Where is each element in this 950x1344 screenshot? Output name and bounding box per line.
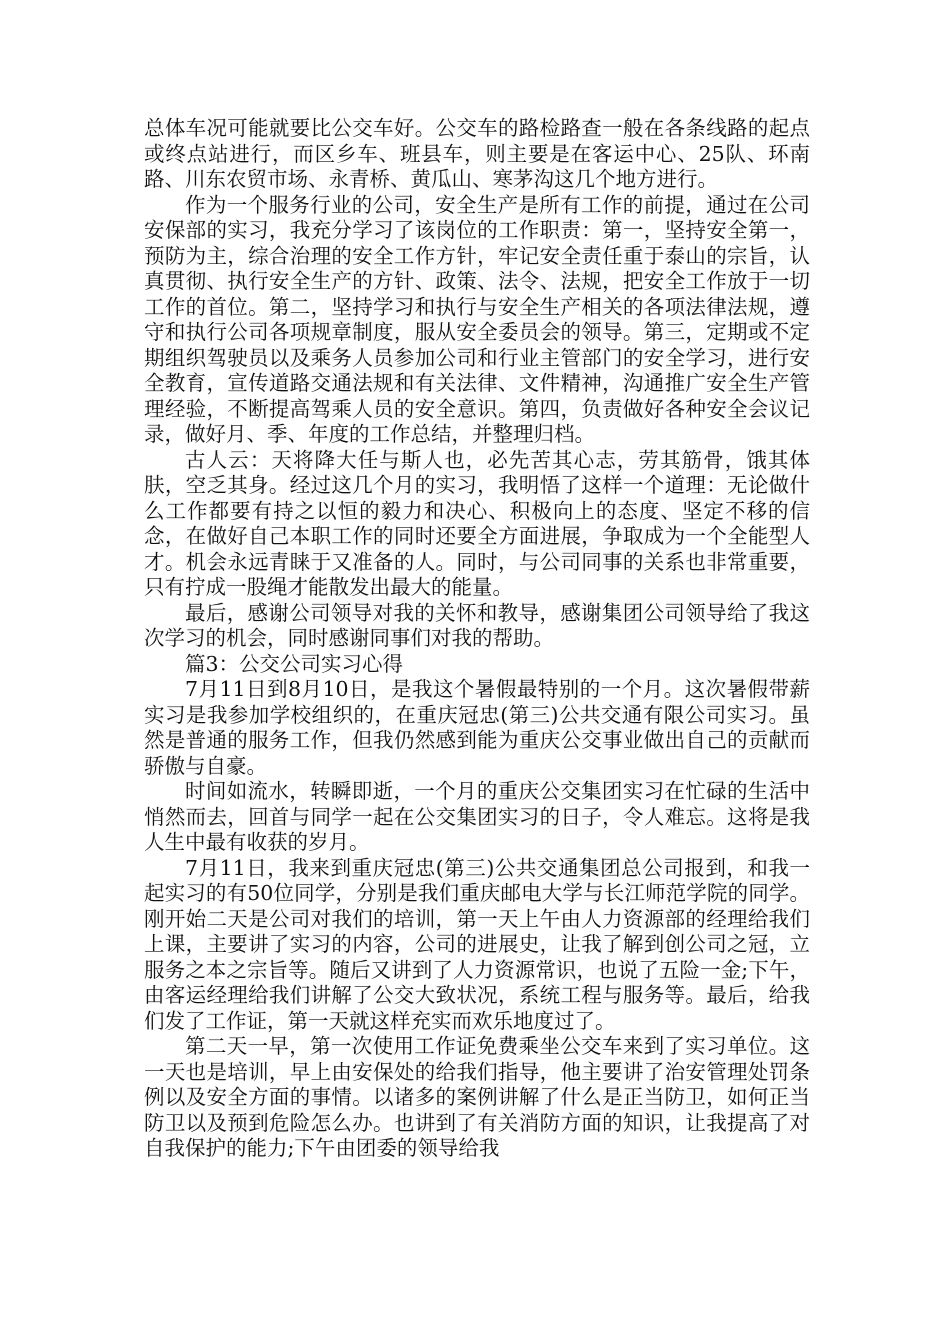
- paragraph-3: 古人云：天将降大任与斯人也，必先苦其心志，劳其筋骨，饿其体肤，空乏其身。经过这几个月的实习，我明悟了这样一个道理：无论做什么工作都要有持之以恒的毅力和决心、积极向上的态度、坚定不移的信念，在做好自己本职工作的同时还要全方面进展，争取成为一个全能型人才。机会永远青睐于又准备的人。同时，与公司同事的关系也非常重要，只有拧成一股绳才能散发出最大的能量。: [144, 447, 810, 599]
- paragraph-5: 7月11日到8月10日，是我这个暑假最特别的一个月。这次暑假带薪实习是我参加学校组织的，在重庆冠忠(第三)公共交通有限公司实习。虽然是普通的服务工作，但我仍然感到能为重庆公交事业做出自己的贡献而骄傲与自豪。: [144, 677, 810, 778]
- paragraph-4: 最后，感谢公司领导对我的关怀和教导，感谢集团公司领导给了我这次学习的机会，同时感谢同事们对我的帮助。: [144, 600, 810, 650]
- paragraph-7: 7月11日，我来到重庆冠忠(第三)公共交通集团总公司报到，和我一起实习的有50位同学，分别是我们重庆邮电大学与长江师范学院的同学。刚开始二天是公司对我们的培训，第一天上午由人力资源部的经理给我们上课，主要讲了实习的内容，公司的进展史，让我了解到创公司之冠，立服务之本之宗旨等。随后又讲到了人力资源常识，也说了五险一金;下午，由客运经理给我们讲解了公交大致状况，系统工程与服务等。最后，给我们发了工作证，第一天就这样充实而欢乐地度过了。: [144, 855, 810, 1033]
- section-heading: 篇3：公交公司实习心得: [185, 651, 404, 676]
- paragraph-6: 时间如流水，转瞬即逝，一个月的重庆公交集团实习在忙碌的生活中悄然而去，回首与同学一起在公交集团实习的日子，令人难忘。这将是我人生中最有收获的岁月。: [144, 779, 810, 854]
- paragraph-2: 作为一个服务行业的公司，安全生产是所有工作的前提，通过在公司安保部的实习，我充分学习了该岗位的工作职责：第一，坚持安全第一，预防为主，综合治理的安全工作方针，牢记安全责任重于泰山的宗旨，认真贯彻、执行安全生产的方针、政策、法令、法规，把安全工作放于一切工作的首位。第二，坚持学习和执行与安全生产相关的各项法律法规，遵守和执行公司各项规章制度，服从安全委员会的领导。第三，定期或不定期组织驾驶员以及乘务人员参加公司和行业主管部门的安全学习，进行安全教育，宣传道路交通法规和有关法律、文件精神，沟通推广安全生产管理经验，不断提高驾乘人员的安全意识。第四，负责做好各种安全会议记录，做好月、季、年度的工作总结，并整理归档。: [144, 192, 810, 446]
- paragraph-1: 总体车况可能就要比公交车好。公交车的路检路查一般在各条线路的起点或终点站进行，而区乡车、班县车，则主要是在客运中心、25队、环南路、川东农贸市场、永青桥、黄瓜山、寒茅沟这几个地方进行。: [144, 116, 810, 191]
- paragraph-8: 第二天一早，第一次使用工作证免费乘坐公交车来到了实习单位。这一天也是培训，早上由安保处的给我们指导，他主要讲了治安管理处罚条例以及安全方面的事情。以诸多的案例讲解了什么是正当防卫，如何正当防卫以及预到危险怎么办。也讲到了有关消防方面的知识，让我提高了对自我保护的能力;下午由团委的领导给我: [144, 1034, 810, 1160]
- document-body: [144, 116, 810, 1162]
